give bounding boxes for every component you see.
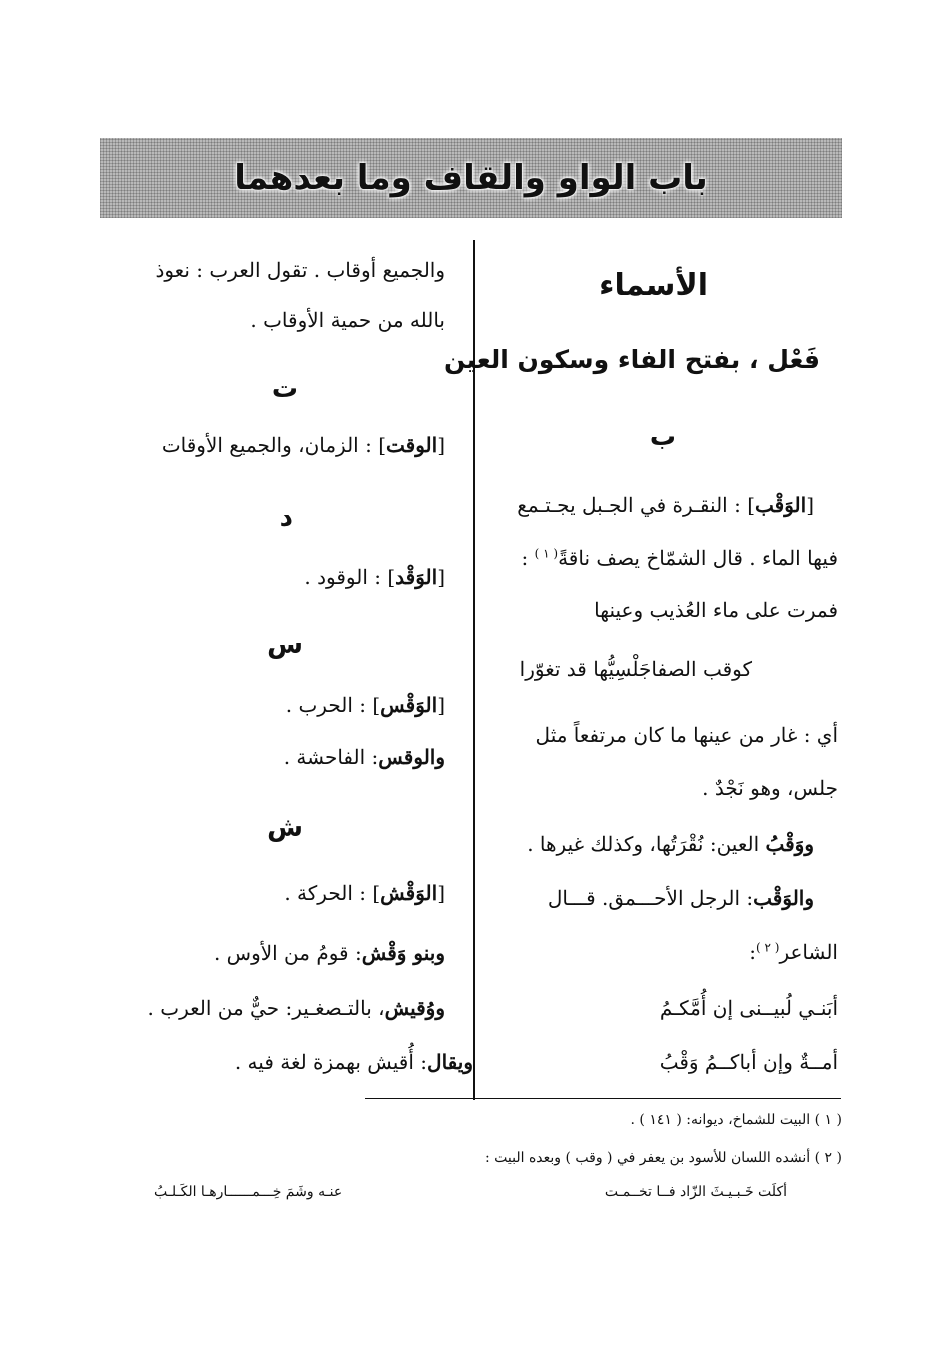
section-title: الأسماء <box>599 268 708 303</box>
term-waqs: والوقس <box>378 745 445 769</box>
letter-heading-b: ب <box>649 422 676 452</box>
text-line <box>749 940 838 964</box>
text-fragment: : <box>521 546 535 570</box>
definition-text: العين: نُقْرَتُها، وكذلك غيرها . <box>527 832 766 856</box>
bracket-open: [ <box>437 881 445 905</box>
text-line: بالله من حمية الأوقاب . <box>250 308 445 332</box>
pattern-title: فَعْل ، بفتح الفاء وسكون العين <box>444 345 820 374</box>
definition-text: ] : الزمان، والجميع الأوقات <box>161 433 386 457</box>
entry-uqaysh <box>235 1050 473 1074</box>
definition-text: ] : الحرب . <box>285 693 381 717</box>
entry-waqt <box>162 433 445 457</box>
letter-heading-d: د <box>279 503 293 533</box>
bracket-open: [ <box>437 693 445 717</box>
term-waqt: الوقت <box>386 433 438 457</box>
entry-wuqaysh <box>148 996 445 1020</box>
term-waqb-ayn: ووَقْبُ <box>765 832 814 856</box>
entry-banu-waqsh <box>214 941 445 965</box>
footnote-2: ( ٢ ) أنشده اللسان للأسود بن يعفر في ( وقب ) وبعده البيت : <box>484 1150 842 1166</box>
definition-text: : أُقيش بهمزة لغة فيه . <box>234 1050 428 1074</box>
definition-text: ] : النقـرة في الجـبل يجـتـمع <box>517 493 755 517</box>
definition-text: ] : الحركة . <box>284 881 381 905</box>
bracket-open: [ <box>806 493 814 517</box>
footnote-ref: ( ٢ ) <box>755 940 780 955</box>
entry-waqb-ayn <box>527 832 814 856</box>
term-waqb: والوَقْب <box>753 886 814 910</box>
term-yuqal: ويقال <box>427 1050 473 1074</box>
term-banu-waqsh: وبنو وَقْش <box>361 941 445 965</box>
text-fragment: فيها الماء . قال الشمّاخ يصف ناقةً <box>558 546 838 570</box>
entry-waqsh <box>284 881 445 905</box>
chapter-title: باب الواو والقاف وما بعدهما <box>234 158 708 198</box>
footnote-divider <box>365 1098 841 1099</box>
letter-heading-s: س <box>267 630 303 660</box>
term-wuqaysh: ووُقيش <box>384 996 445 1020</box>
bracket-open: [ <box>437 433 445 457</box>
entry-waqs-fahisha <box>284 745 445 769</box>
footnote-1: ( ١ ) البيت للشماخ، ديوانه: ( ١٤١ ) . <box>630 1112 842 1128</box>
bracket-open: [ <box>437 565 445 589</box>
footnote-ref: ( ١ ) <box>534 546 559 561</box>
text-fragment: الشاعر <box>779 940 838 964</box>
term-waqs: الوَقْس <box>380 693 438 717</box>
definition-text: ] : الوقود . <box>304 565 396 589</box>
definition-text: : الرجل الأحـــمق. قـــال <box>547 886 754 910</box>
letter-heading-t: ت <box>271 374 298 404</box>
text-fragment: : <box>749 940 756 964</box>
entry-waqb-ahmaq <box>548 886 814 910</box>
term-waqsh: الوَقْش <box>380 881 438 905</box>
entry-waqs <box>286 693 445 717</box>
chapter-banner <box>100 138 842 218</box>
footnote-verse-second-half: عنـه وشَمَ خِـــمــــــارهـا الكَـلـبُ <box>154 1184 343 1200</box>
definition-text: : الفاحشة . <box>283 745 379 769</box>
entry-waqb <box>517 493 814 517</box>
text-line: أي : غار من عينها ما كان مرتفعاً مثل <box>535 723 838 747</box>
letter-heading-sh: ش <box>267 813 303 843</box>
text-line <box>522 546 838 570</box>
verse-line: أمــةٌ وإن أباكــمُ وَقْبُ <box>659 1050 838 1074</box>
entry-waqd <box>304 565 445 589</box>
definition-text: : قومُ من الأوس . <box>213 941 362 965</box>
verse-line: فمرت على ماء العُذيب وعينها <box>594 598 838 622</box>
term-waqb: الوَقْب <box>755 493 807 517</box>
text-line: والجميع أوقاب . تقول العرب : نعوذ <box>155 258 445 282</box>
text-line: جلس، وهو نَجْدٌ . <box>702 776 838 800</box>
verse-line: أبَنـي لُبيــنى إن أُمَّكـمُ <box>659 996 838 1020</box>
term-waqd: الوَقْد <box>395 565 438 589</box>
footnote-verse-first-half: أكلَت خَـبـيـثَ الزّاد فــا تخــمـت <box>604 1184 787 1200</box>
definition-text: ، بالتـصغـير: حيٌّ من العرب . <box>147 996 385 1020</box>
verse-line: كوقب الصفاجَلْسِيُّها قد تغوّرا <box>519 657 752 681</box>
